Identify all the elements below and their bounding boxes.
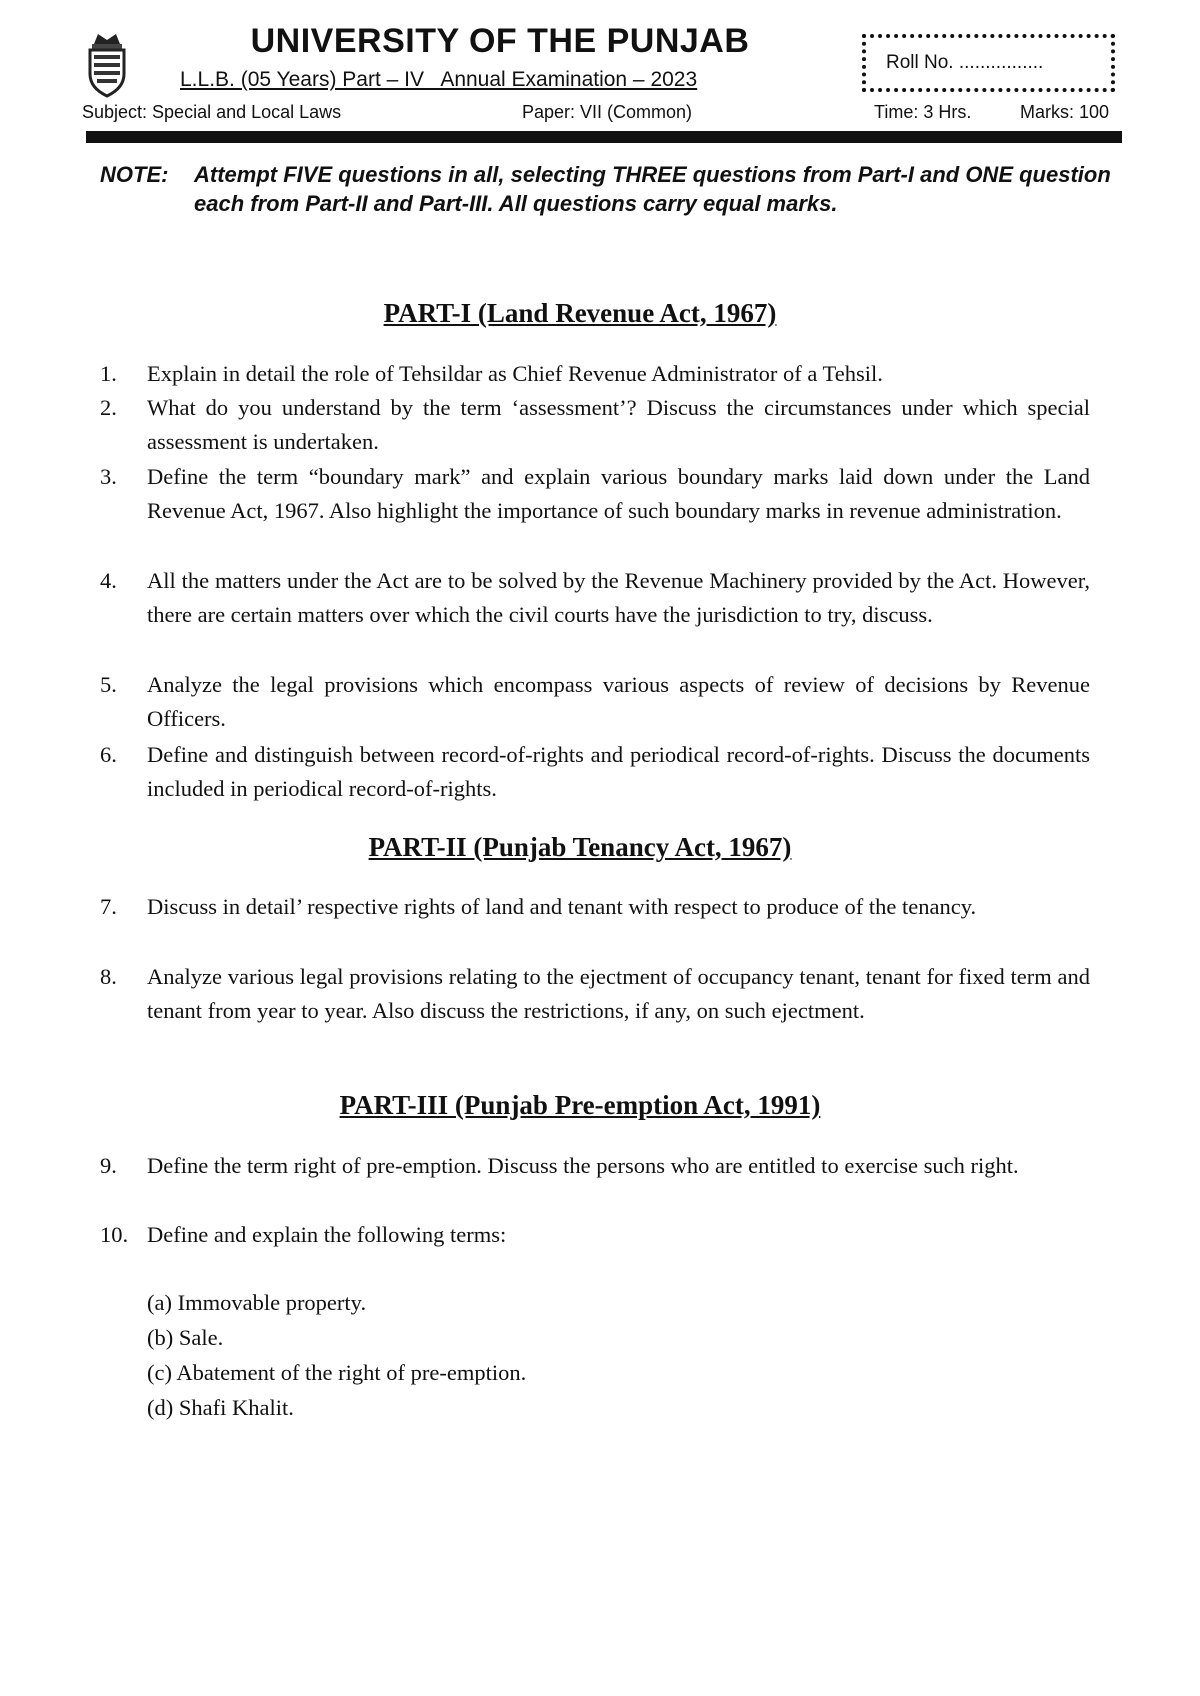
sub-item: (d) Shafi Khalit.	[147, 1395, 294, 1420]
question-item: 1. Explain in detail the role of Tehsildar as Chief Revenue Administrator of a Tehsil.	[100, 361, 883, 386]
question-item: 7. Discuss in detail’ respective rights of land and tenant with respect to produce of the tenancy.	[100, 894, 977, 919]
part-3-heading: PART-III (Punjab Pre-emption Act, 1991)	[339, 1090, 821, 1120]
part-2-heading: PART-II (Punjab Tenancy Act, 1967)	[368, 832, 792, 862]
roll-number-box[interactable]	[862, 34, 1115, 92]
sub-item: (c) Abatement of the right of pre-emption.	[147, 1360, 527, 1385]
question-item: 10. Define and explain the following terms:	[100, 1222, 507, 1247]
marks-label: Marks: 100	[1020, 102, 1110, 122]
time-label: Time: 3 Hrs.	[874, 102, 972, 122]
part-1-heading: PART-I (Land Revenue Act, 1967)	[383, 298, 777, 328]
subject-label: Subject: Special and Local Laws	[82, 102, 342, 122]
question-item: 9. Define the term right of pre-emption. Discuss the persons who are entitled to exercise such right.	[100, 1153, 1019, 1178]
question-item: 3. Define the term “boundary mark” and explain various boundary marks laid down under the Land Revenue Act, 1967. Also highlight the importance of such boundary marks in revenue administration.	[100, 464, 1090, 523]
sub-item: (b) Sale.	[147, 1325, 224, 1350]
exam-title: L.L.B. (05 Years) Part – IV Annual Examination – 2023	[180, 68, 698, 91]
header-divider	[86, 131, 1122, 143]
roll-number-label: Roll No. ................	[886, 52, 1044, 73]
instructions-note	[100, 160, 1130, 218]
question-item: 6. Define and distinguish between record-of-rights and periodical record-of-rights. Discuss the documents included in periodical record-of-rights.	[100, 742, 1090, 801]
note-label: NOTE:	[100, 162, 169, 187]
note-text: Attempt FIVE questions in all, selecting THREE questions from Part-I and ONE question each from Part-II and Part-III. All questions carry equal marks.	[194, 162, 1111, 216]
question-item: 2. What do you understand by the term ‘assessment’? Discuss the circumstances under which special assessment is undertaken.	[100, 395, 1090, 454]
university-title: UNIVERSITY OF THE PUNJAB	[250, 22, 750, 60]
question-item: 8. Analyze various legal provisions relating to the ejectment of occupancy tenant, tenant for fixed term and tenant from year to year. Also discuss the restrictions, if any, on such ejectment.	[100, 964, 1090, 1023]
question-item: 4. All the matters under the Act are to be solved by the Revenue Machinery provided by the Act. However, there are certain matters over which the civil courts have the jurisdiction to try, discuss.	[100, 568, 1090, 627]
sub-item: (a) Immovable property.	[147, 1290, 367, 1315]
paper-label: Paper: VII (Common)	[522, 102, 693, 122]
question-item: 5. Analyze the legal provisions which encompass various aspects of review of decisions by Revenue Officers.	[100, 672, 1090, 731]
